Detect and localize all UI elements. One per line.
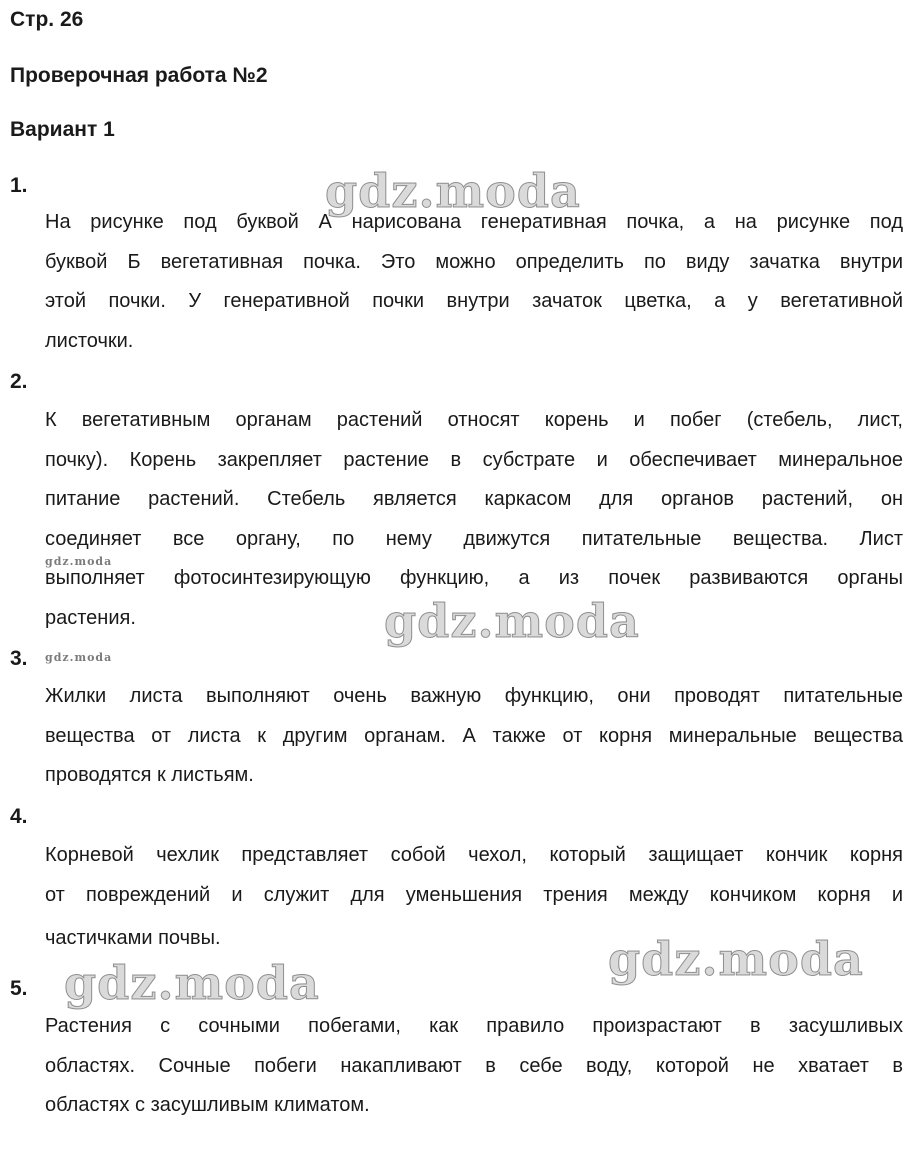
answer-line: областях с засушливым климатом. <box>45 1094 370 1116</box>
answer-2-text <box>45 401 903 638</box>
variant-heading: Вариант 1 <box>10 118 115 141</box>
watermark-small: gdz.moda <box>45 555 113 568</box>
answer-4-text <box>45 836 903 959</box>
answer-line: буквой Б вегетативная почка. Это можно определить по виду зачатка внутри <box>45 250 903 273</box>
answer-3-text <box>45 677 903 796</box>
answer-line: вещества от листа к другим органам. А также от корня минеральные вещества <box>45 724 903 747</box>
answer-1-text <box>45 203 903 361</box>
answer-line: На рисунке под буквой А нарисована генеративная почка, а на рисунке под <box>45 211 903 233</box>
answer-line: этой почки. У генеративной почки внутри зачаток цветка, а у вегетативной <box>45 290 903 312</box>
answer-line: Корневой чехлик представляет собой чехол, который защищает кончик корня <box>45 844 903 866</box>
watermark: gdz.moda <box>64 956 320 1010</box>
answer-3-number: 3. <box>10 647 28 670</box>
watermark: gdz.moda <box>384 594 640 648</box>
work-title: Проверочная работа №2 <box>10 64 268 87</box>
answer-line: почку). Корень закрепляет растение в субстрате и обеспечивает минеральное <box>45 448 903 471</box>
watermark: gdz.moda <box>608 932 864 986</box>
answer-line: растения. <box>45 606 136 629</box>
answer-5-number: 5. <box>10 977 28 1000</box>
answer-line: от повреждений и служит для уменьшения трения между кончиком корня и <box>45 883 903 906</box>
answer-line: листочки. <box>45 329 134 352</box>
answer-line: Растения с сочными побегами, как правило произрастают в засушливых <box>45 1015 903 1037</box>
answer-line: соединяет все органу, по нему движутся питательные вещества. Лист <box>45 527 903 550</box>
answer-4-number: 4. <box>10 805 28 828</box>
answer-line: Жилки листа выполняют очень важную функцию, они проводят питательные <box>45 685 903 707</box>
answer-2-number: 2. <box>10 370 28 393</box>
watermark-small: gdz.moda <box>45 651 113 664</box>
answer-line: выполняет фотосинтезирующую функцию, а из почек развиваются органы <box>45 567 903 589</box>
page-label: Стр. 26 <box>10 8 84 31</box>
answer-line: питание растений. Стебель является каркасом для органов растений, он <box>45 488 903 510</box>
answer-line: К вегетативным органам растений относят корень и побег (стебель, лист, <box>45 409 903 431</box>
watermark: gdz.moda <box>325 164 581 218</box>
answer-5-text <box>45 1007 903 1126</box>
answer-line: частичками почвы. <box>45 927 221 949</box>
answer-line: проводятся к листьям. <box>45 764 254 786</box>
answer-line: областях. Сочные побеги накапливают в себе воду, которой не хватает в <box>45 1054 903 1077</box>
answer-1-number: 1. <box>10 174 28 197</box>
